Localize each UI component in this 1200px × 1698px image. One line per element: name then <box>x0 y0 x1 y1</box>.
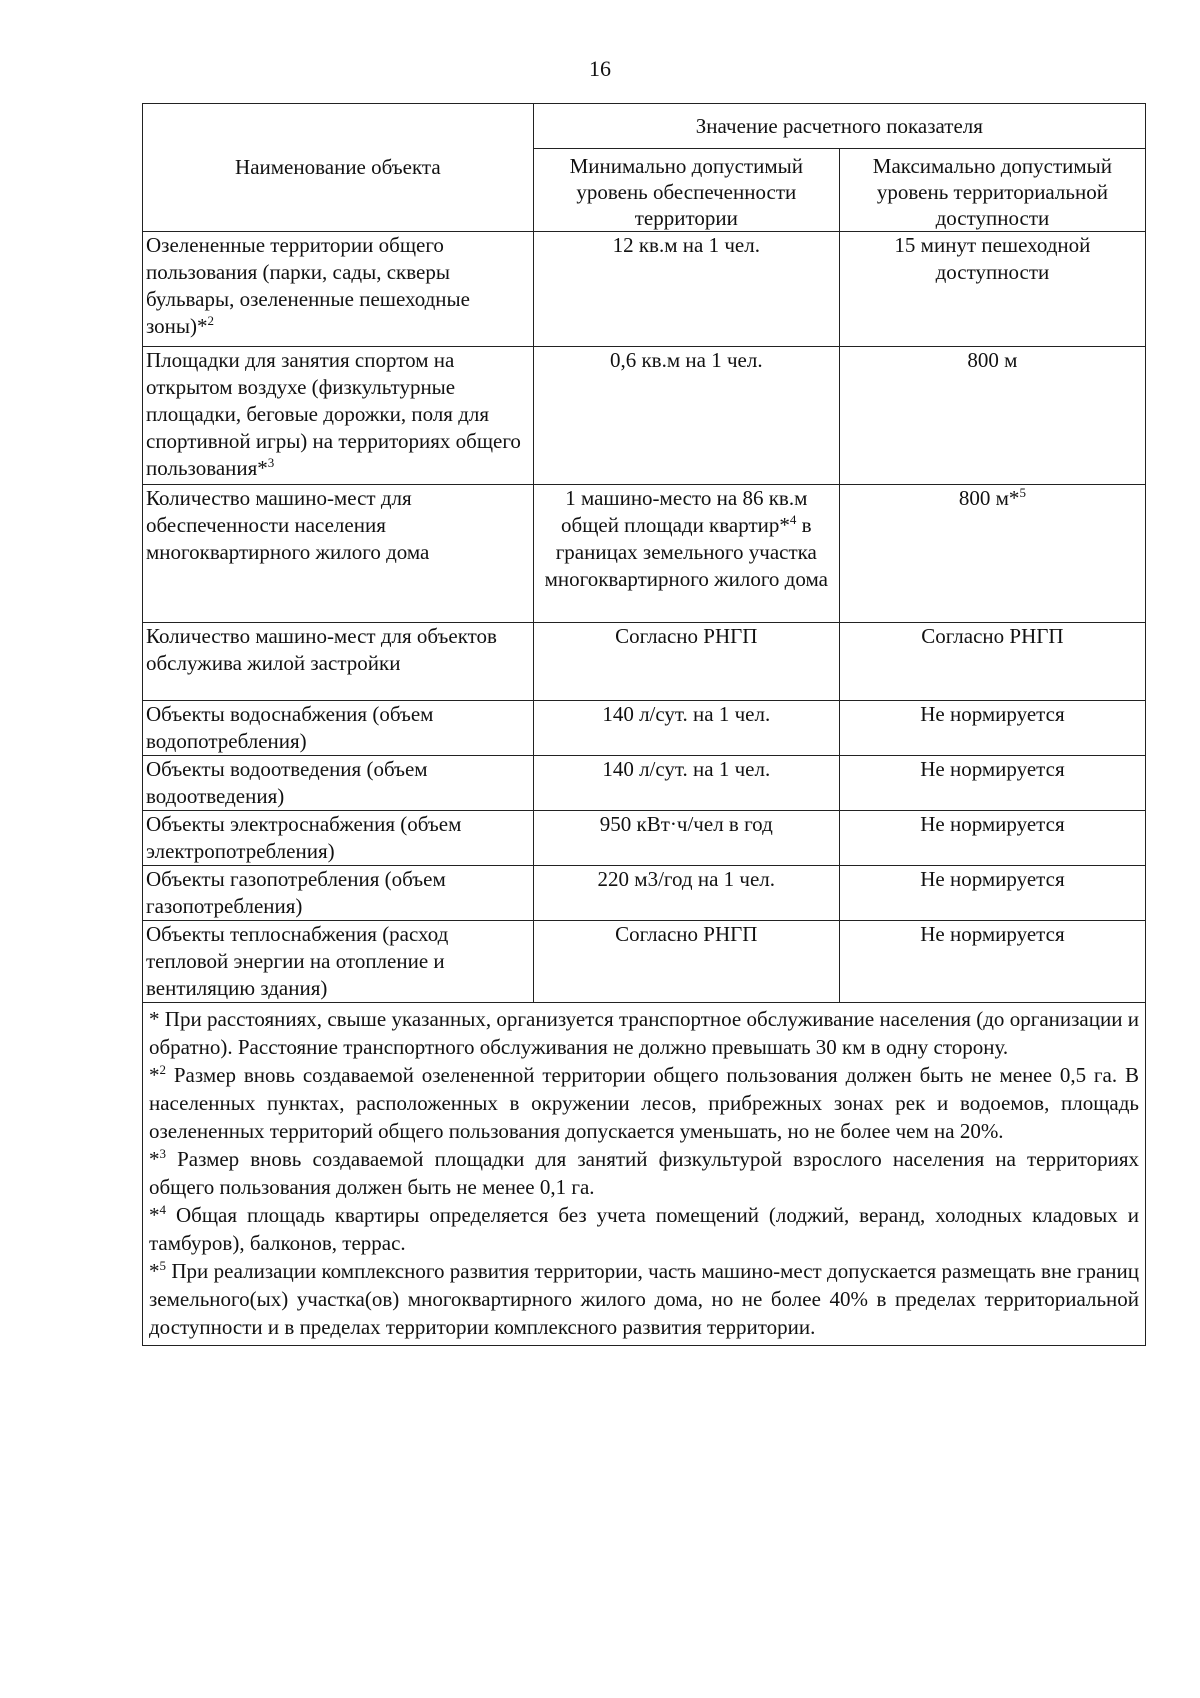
cell-object-name <box>143 347 534 485</box>
header-group-title: Значение расчетного показателя <box>533 104 1145 149</box>
cell-min-value <box>533 811 839 866</box>
cell-min-value <box>533 921 839 1003</box>
min-value-text: 140 л/сут. на 1 чел. <box>602 702 771 726</box>
footnote-number: 3 <box>159 1146 166 1161</box>
min-value-text: 1 машино-место на 86 кв.м общей площади квартир* <box>561 486 808 537</box>
table-row <box>143 623 1146 701</box>
cell-object-name <box>143 485 534 623</box>
min-value-text: 12 кв.м на 1 чел. <box>612 233 760 257</box>
footnote-mark: * <box>149 1063 160 1087</box>
object-name-text: Площадки для занятия спортом на открытом воздухе (физкультурные площадки, беговые дорожки, поля для спортивной игры) на территориях общего пользования* <box>146 348 521 480</box>
norms-table <box>142 103 1146 1346</box>
footnote-text: При расстояниях, свыше указанных, организуется транспортное обслуживание населения (до организации и обратно). Расстояние транспортного обслуживания не должно превышать 30 км в одну сторону. <box>149 1007 1139 1059</box>
min-value-footnote-mark: 4 <box>789 512 797 527</box>
object-name-text: Озелененные территории общего пользования (парки, сады, скверы бульвары, озелененные пешеходные зоны)* <box>146 233 470 338</box>
cell-min-value <box>533 866 839 921</box>
cell-object-name <box>143 701 534 756</box>
cell-object-name <box>143 921 534 1003</box>
footnote-5 <box>149 1257 1139 1341</box>
table-row <box>143 485 1146 623</box>
cell-max-value <box>839 921 1145 1003</box>
cell-object-name <box>143 866 534 921</box>
cell-max-value <box>839 623 1145 701</box>
table-row <box>143 701 1146 756</box>
cell-max-value <box>839 701 1145 756</box>
min-value-text: 220 м3/год на 1 чел. <box>597 867 776 891</box>
min-value-text: Согласно РНГП <box>615 922 758 946</box>
cell-max-value <box>839 866 1145 921</box>
header-object-name: Наименование объекта <box>143 104 534 232</box>
min-value-text: 0,6 кв.м на 1 чел. <box>609 348 763 372</box>
cell-max-value <box>839 485 1145 623</box>
footnote-mark: * <box>149 1259 160 1283</box>
cell-max-value <box>839 756 1145 811</box>
footnote-mark: * <box>149 1007 160 1031</box>
footnote-text: Общая площадь квартиры определяется без учета помещений (лоджий, веранд, холодных кладовых и тамбуров), балконов, террас. <box>149 1203 1139 1255</box>
max-value-text: Не нормируется <box>920 757 1065 781</box>
cell-min-value <box>533 756 839 811</box>
table-row <box>143 756 1146 811</box>
object-name-footnote-mark: 2 <box>207 313 215 328</box>
footnote-mark: * <box>149 1203 160 1227</box>
object-name-text: Объекты теплоснабжения (расход тепловой энергии на отопление и вентиляцию здания) <box>146 922 449 1000</box>
footnote-2 <box>149 1061 1139 1145</box>
header-max-level: Максимально допустимый уровень территориальной доступности <box>839 149 1145 232</box>
object-name-text: Объекты водоотведения (объем водоотведения) <box>146 757 428 808</box>
table-row <box>143 921 1146 1003</box>
footnote-3 <box>149 1145 1139 1201</box>
footnote-text: При реализации комплексного развития территории, часть машино-мест допускается размещать вне границ земельного(ых) участка(ов) многоквартирного жилого дома, но не более 40% в пределах территориальной доступности и в пределах территории комплексного развития территории. <box>149 1259 1139 1339</box>
table-row <box>143 866 1146 921</box>
max-value-text: 800 м* <box>958 486 1020 510</box>
max-value-text: 15 минут пешеходной доступности <box>894 233 1091 284</box>
cell-object-name <box>143 232 534 347</box>
cell-max-value <box>839 811 1145 866</box>
cell-min-value <box>533 232 839 347</box>
cell-min-value <box>533 485 839 623</box>
min-value-text: Согласно РНГП <box>615 624 758 648</box>
footnote-number: 2 <box>159 1062 166 1077</box>
max-value-footnote-mark: 5 <box>1019 485 1026 500</box>
max-value-text: Не нормируется <box>920 702 1065 726</box>
min-value-text: 950 кВт·ч/чел в год <box>599 812 773 836</box>
footnote-text: Размер вновь создаваемой озелененной территории общего пользования должен быть не менее 0,5 га. В населенных пунктах, расположенных в окружении лесов, прибрежных зонах рек и водоемов, площадь озелененных территорий общего пользования допускается уменьшать, но не более чем на 20%. <box>149 1063 1139 1143</box>
footnote-1 <box>149 1005 1139 1061</box>
header-min-level: Минимально допустимый уровень обеспеченности территории <box>533 149 839 232</box>
footnotes <box>143 1003 1146 1346</box>
object-name-text: Количество машино-мест для объектов обслужива жилой застройки <box>146 624 497 675</box>
max-value-text: Не нормируется <box>920 812 1065 836</box>
table-row <box>143 347 1146 485</box>
cell-max-value <box>839 232 1145 347</box>
footnote-mark: * <box>149 1147 160 1171</box>
footnote-4 <box>149 1201 1139 1257</box>
max-value-text: Не нормируется <box>920 922 1065 946</box>
cell-min-value <box>533 347 839 485</box>
object-name-footnote-mark: 3 <box>267 455 275 470</box>
footnote-number: 4 <box>159 1202 166 1217</box>
cell-object-name <box>143 623 534 701</box>
min-value-text-cont: в границах земельного участка многоквартирного жилого дома <box>544 513 828 591</box>
cell-object-name <box>143 811 534 866</box>
cell-min-value <box>533 701 839 756</box>
max-value-text: Согласно РНГП <box>921 624 1064 648</box>
object-name-text: Объекты водоснабжения (объем водопотребления) <box>146 702 434 753</box>
footnote-text: Размер вновь создаваемой площадки для занятий физкультурой взрослого населения на территориях общего пользования должен быть не менее 0,1 га. <box>149 1147 1139 1199</box>
min-value-text: 140 л/сут. на 1 чел. <box>602 757 771 781</box>
table-body <box>143 232 1146 1003</box>
object-name-text: Количество машино-мест для обеспеченности населения многоквартирного жилого дома <box>146 486 430 564</box>
cell-min-value <box>533 623 839 701</box>
footnote-number: 5 <box>159 1258 166 1273</box>
cell-max-value <box>839 347 1145 485</box>
max-value-text: Не нормируется <box>920 867 1065 891</box>
cell-object-name <box>143 756 534 811</box>
object-name-text: Объекты газопотребления (объем газопотребления) <box>146 867 446 918</box>
max-value-text: 800 м <box>967 348 1018 372</box>
object-name-text: Объекты электроснабжения (объем электропотребления) <box>146 812 462 863</box>
table-row <box>143 232 1146 347</box>
table-row <box>143 811 1146 866</box>
page-number: 16 <box>589 56 611 81</box>
